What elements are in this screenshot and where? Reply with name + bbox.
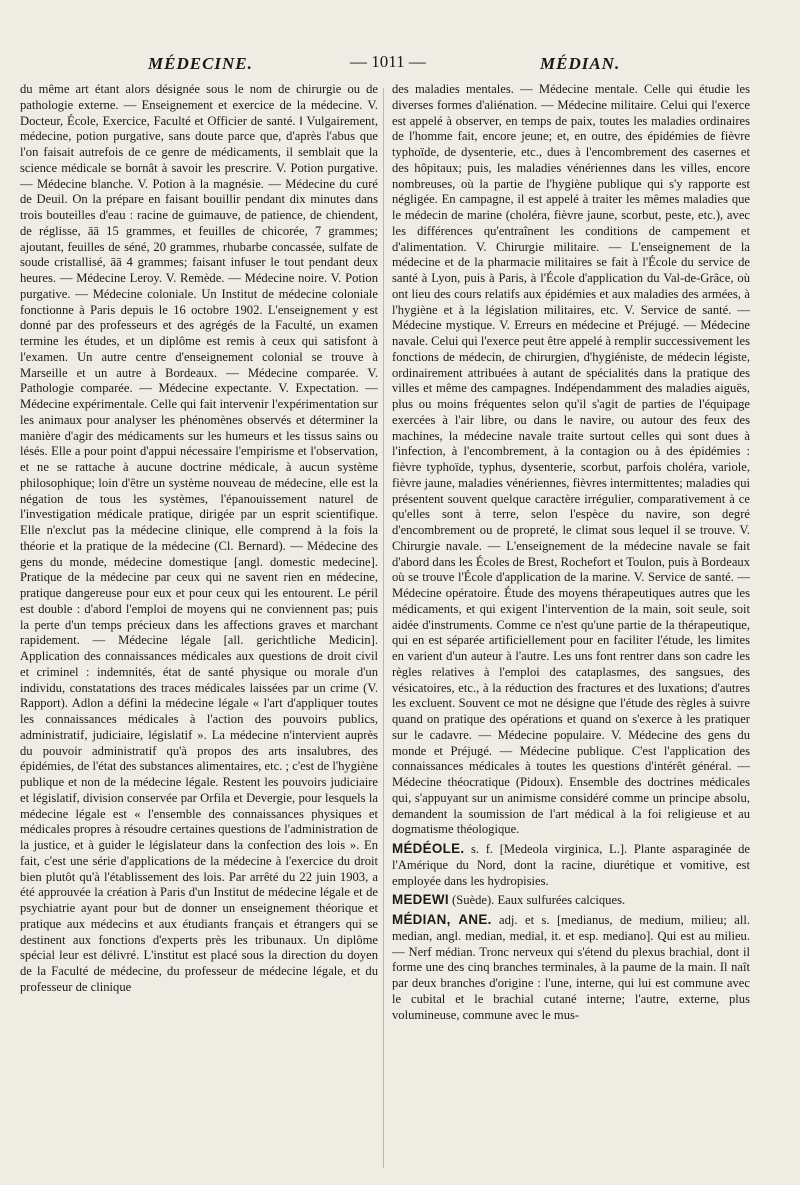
right-column-text: des maladies mentales. — Médecine mentale. Celle qui étudie les diverses formes d'aliénation. — Médecine militaire. Celui qui l'exerce est appelé à observer, en temps de paix, toutes les maladies ordinaires de l'homme fait, encore jeune; et, en outre, des épidémies de fièvre typhoïde, de dysenterie, etc., dues à l'encombrement des casernes et des hôpitaux; puis, les maladies vénériennes dans les villes, encore nombreuses, où la partie de l'hygiène publique qui s'y rapporte est négligée. En campagne, il est appelé à traiter les mêmes maladies que le médecin de marine (choléra, fièvre jaune, scorbut, peste, etc.), avec les différences qu'entraînent les conditions de campement et d'alimentation. V. Chirurgie militaire. — L'enseignement de la médecine et de la pharmacie militaires se fait à l'École du service de santé à Lyon, puis à Paris, à l'École d'application du Val-de-Grâce, où ont lieu des cours relatifs aux épidémies et aux maladies des armées, à l'hygiène et à la législation militaires, etc. V. Service de santé. — Médecine mystique. V. Erreurs en médecine et Préjugé. — Médecine navale. Celui qui l'exerce peut être appelé à remplir successivement les fonctions de médecin, de chirurgien, d'hygiéniste, de médecin légiste, ordinairement attribuées à autant de spécialités dans la pratique des villes et même des campagnes. Indépendamment des maladies aiguës, plus ou moins fréquentes selon qu'il s'agit de parties de l'équipage exercées à l'air libre, ou dans le navire, ou autour des feux des machines, la médecine navale traite surtout celles qui sont dues à l'infection, à l'encombrement, à la contagion ou à des épidémies : fièvre typhoïde, typhus, dysenterie, scorbut, parfois choléra, variole, fièvre jaune, maladies vénériennes, fièvres intermittentes; maladies qui présentent souvent quelque caractère irrégulier, comparativement à ce qu'elles sont à terre, selon l'espèce du navire, son degré d'encombrement ou de propreté, le climat sous lequel il se trouve. V. Chirurgie navale. — L'enseignement de la médecine navale se fait d'abord dans les Écoles de Brest, Rochefort et Toulon, puis à Bordeaux où se trouve l'École d'application de la marine. V. Service de santé. — Médecine opératoire. Étude des moyens thérapeutiques autres que les médicaments, et qui exigent l'intervention de la main, soit seule, soit aidée d'instruments. Comme ce n'est qu'une partie de la thérapeutique, qui en est séparée artificiellement pour en faciliter l'étude, les limites en varient d'un auteur à l'autre. Les uns font rentrer dans son cadre les règles relatives à l'emploi des cataplasmes, des sangsues, des vésicatoires, etc., à la réduction des fractures et des luxations; d'autres les excluent. Souvent ce mot ne désigne que l'étude des règles à suivre quand on pratique des opérations et quand on s'exerce à les pratiquer sur le cadavre. — Médecine populaire. V. Médecine des gens du monde et Préjugé. — Médecine publique. C'est l'application des connaissances médicales à toutes les questions d'intérêt général. — Médecine théocratique (Pidoux). Ensemble des doctrines médicales qui, s'appuyant sur un animisme considéré comme un principe absolu, demandent la soumission de l'art médical à la foi religieuse et au dogmatisme théologique. — [392, 82, 750, 837]
headword: MÉDIAN, ANE. — [392, 912, 492, 927]
entry-text: s. f. [Medeola virginica, L.]. Plante asparaginée de l'Amérique du Nord, dont la racine, diurétique et vomitive, est employée dans les hydropisies. — [392, 842, 750, 888]
entry-medeole — [392, 841, 750, 889]
left-column — [20, 82, 378, 1172]
entry-medewi — [392, 892, 750, 909]
headword: MEDEWI — [392, 892, 449, 908]
entry-text: adj. et s. [medianus, de medium, milieu; all. median, angl. median, medial, it. et esp. mediano]. Qui est au milieu. — Nerf médian. Tronc nerveux qui s'étend du plexus brachial, dont il forme une des cinq branches terminales, à la paume de la main. Il naît par deux branches d'origine : l'une, interne, qui lui est commune avec le cubital et le brachial cutané interne; l'autre, externe, plus volumineuse, commune avec le mus- — [392, 913, 750, 1022]
left-column-text: du même art étant alors désignée sous le nom de chirurgie ou de pathologie externe. — Enseignement et exercice de la médecine. V. Docteur, École, Exercice, Faculté et Officier de santé. ‖ Vulgairement, médecine, potion purgative, sans doute parce que, d'après l'abus que l'on faisait autrefois de ce genre de médicaments, il semblait que la science médicale se bornât à savoir les prescrire. V. Potion purgative. — Médecine blanche. V. Potion à la magnésie. — Médecine du curé de Deuil. On la prépare en faisant bouillir pendant dix minutes dans trois bouteilles d'eau : racine de guimauve, de patience, de chiendent, de réglisse, āā 15 grammes, et feuilles de chicorée, 7 grammes; ajoutant, feuilles de séné, 20 grammes, rhubarbe concassée, sulfate de soude cristallisé, āā 4 grammes; faisant infuser le tout pendant deux heures. — Médecine Leroy. V. Remède. — Médecine noire. V. Potion purgative. — Médecine coloniale. Un Institut de médecine coloniale fonctionne à Paris depuis le 16 octobre 1902. L'enseignement y est donné par des professeurs et des agrégés de la Faculté, un examen termine les études, et un diplôme est remis à ceux qui satisfont à l'examen. Un autre centre d'enseignement colonial se trouve à Marseille et un autre à Bordeaux. — Médecine comparée. V. Pathologie comparée. — Médecine expectante. V. Expectation. — Médecine expérimentale. Celle qui fait intervenir l'expérimentation sur les animaux pour analyser les phénomènes observés et déterminer la manière d'agir des médicaments sur les humeurs et les tissus sains ou lésés. Elle a pour point d'appui nécessaire l'empirisme et l'observation, et ne se rattache à aucune doctrine médicale, à aucun système philosophique; loin d'être un système nouveau de médecine, elle est la négation de tous les systèmes, l'épanouissement naturel de l'investigation médicale pratique, dirigée par un esprit scientifique. Elle n'exclut pas la médecine clinique, elle comprend à la fois la théorie et la pratique de la médecine (Cl. Bernard). — Médecine des gens du monde, médecine domestique [angl. domestic medecine]. Pratique de la médecine par ceux qui ne savent rien en médecine, pratique dangereuse pour eux et pour ceux qui les entourent. Le péril est double : d'abord l'emploi de moyens qui ne conviennent pas; puis la perte d'un temps précieux dans les affections graves et marchant rapidement. — Médecine légale [all. gerichtliche Medicin]. Application des connaissances médicales aux questions de droit civil et criminel : indemnités, état de santé physique ou morale d'un individu, constatations des traces médicales laissées par un crime (V. Rapport). Adlon a défini la médecine légale « l'art d'appliquer toutes les connaissances médicales à l'action des pouvoirs publics, administratif, judiciaire, législatif ». La médecine n'intervient auprès du pouvoir administratif qu'à propos des arts insalubres, des épidémies, de l'état des substances alimentaires, etc. ; c'est de l'hygiène publique et non de la médecine légale. Restent les pouvoirs judiciaire et législatif, division conservée par Orfila et Devergie, pour lesquels la médecine légale est « l'ensemble des connaissances physiques et médicales propres à résoudre certaines questions de l'administration de la justice, et à guider le législateur dans la confection des lois ». En fait, c'est une série d'applications de la médecine à l'exercice du droit bien plutôt qu'à l'établissement des lois. Par arrêté du 22 juin 1903, a été approuvée la création à Paris d'un Institut de médecine légale et de psychiatrie ayant pour but de donner un enseignement théorique et pratique aux médecins et aux étudiants français et étrangers qui se destinent aux fonctions d'experts près les tribunaux. Un diplôme spécial leur est délivré. L'institut est placé sous la direction du doyen de la Faculté de médecine, du professeur de médecine légale, et du professeur de clinique — [20, 82, 378, 994]
headword: MÉDÉOLE. — [392, 841, 465, 856]
page-number: — 1011 — — [350, 52, 426, 71]
header-right-word: MÉDIAN. — [540, 54, 621, 73]
right-column — [392, 82, 750, 1172]
header-left-word: MÉDECINE. — [148, 54, 253, 73]
column-divider — [383, 88, 384, 1168]
entry-median — [392, 912, 750, 1023]
entry-text: (Suède). Eaux sulfurées calciques. — [452, 893, 626, 908]
running-header — [20, 50, 780, 80]
